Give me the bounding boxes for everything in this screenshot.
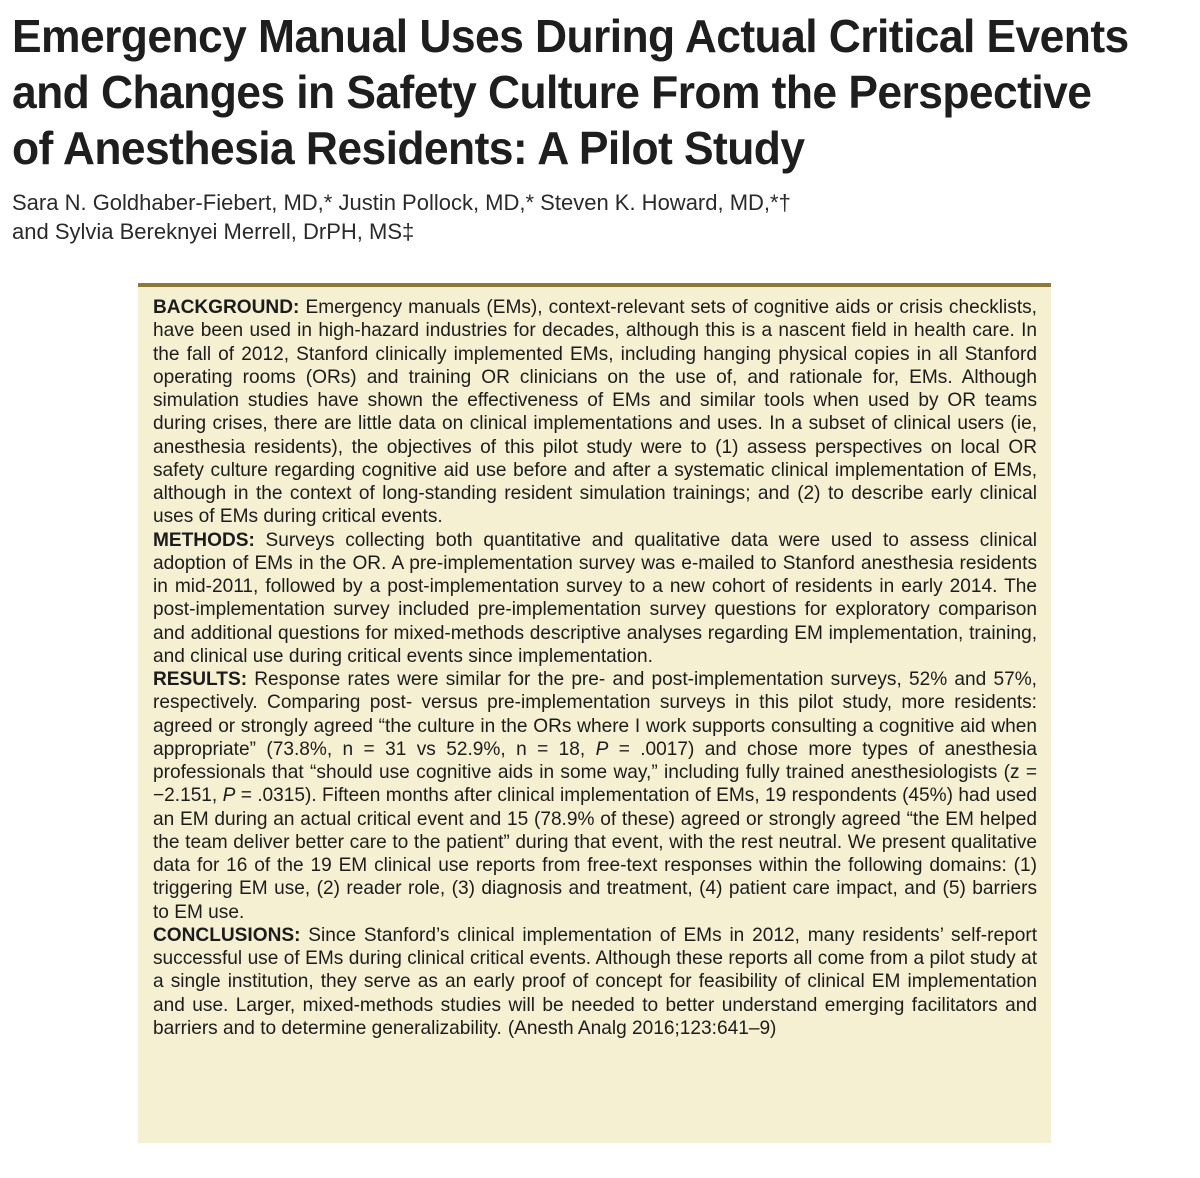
author-line-1: Sara N. Goldhaber-Fiebert, MD,* Justin Pollock, MD,* Steven K. Howard, MD,*†: [12, 190, 791, 215]
abstract-results: [153, 668, 1037, 924]
results-text-1: Response rates were similar for the pre- and post-implementation surveys, 52% and 57%, respectively. Comparing post- versus pre-implementation surveys in this pilot study, more residents: agreed or strongly agreed “the culture in the ORs where I work supports consulting a cognitive aid when appropriate” (73.8%, n = 31 vs 52.9%, n = 18,: [153, 669, 1037, 760]
journal-citation: (Anesth Analg 2016;123:641–9): [507, 1017, 777, 1039]
title-line-1: Emergency Manual Uses During Actual Critical Events: [12, 10, 1129, 62]
methods-heading: METHODS:: [153, 529, 255, 551]
background-heading: BACKGROUND:: [153, 297, 300, 318]
author-line-2: and Sylvia Bereknyei Merrell, DrPH, MS‡: [12, 219, 415, 244]
results-text-3: = .0315). Fifteen months after clinical implementation of EMs, 19 respondents (45%) had used an EM during an actual critical event and 15 (78.9% of these) agreed or strongly agreed “the EM helped the team deliver better care to the patient” during that event, with the rest neutral. We present qualitative data for 16 of the 19 EM clinical use reports from free-text responses within the following domains: (1) triggering EM use, (2) reader role, (3) diagnosis and treatment, (4) patient care impact, and (5) barriers to EM use.: [153, 785, 1037, 923]
p-value-symbol-2: P: [222, 785, 236, 807]
abstract-box: [138, 283, 1051, 1143]
abstract-conclusions: [153, 924, 1037, 1040]
abstract-background: [153, 296, 1037, 529]
results-heading: RESULTS:: [153, 669, 248, 690]
abstract-methods: [153, 529, 1037, 669]
results-text-2: = .0017) and chose more types of anesthesia professionals that “should use cognitive aids in some way,” including fully trained anesthesiologists (z = −2.151,: [153, 738, 1037, 807]
p-value-symbol-1: P: [595, 738, 609, 760]
conclusions-heading: CONCLUSIONS:: [153, 924, 301, 946]
author-list: [12, 188, 1112, 246]
conclusions-text: Since Stanford’s clinical implementation of EMs in 2012, many residents’ self-report successful use of EMs during clinical critical events. Although these reports all come from a pilot study at a single institution, they serve as an early proof of concept for feasibility of clinical EM implementation and use. Larger, mixed-methods studies will be needed to better understand emerging facilitators and barriers and to determine generalizability.: [153, 924, 1037, 1039]
methods-text: Surveys collecting both quantitative and qualitative data were used to assess clinical adoption of EMs in the OR. A pre-implementation survey was e-mailed to Stanford anesthesia residents in mid-2011, followed by a post-implementation survey to a new cohort of residents in early 2014. The post-implementation survey included pre-implementation survey questions for exploratory comparison and additional questions for mixed-methods descriptive analyses regarding EM implementation, training, and clinical use during critical events since implementation.: [153, 529, 1037, 667]
article-title: [12, 8, 1139, 176]
title-line-2: and Changes in Safety Culture From the Perspective: [12, 66, 1092, 118]
background-text: Emergency manuals (EMs), context-relevant sets of cognitive aids or crisis checklists, have been used in high-hazard industries for decades, although this is a nascent field in health care. In the fall of 2012, Stanford clinically implemented EMs, including hanging physical copies in all Stanford operating rooms (ORs) and training OR clinicians on the use of, and rationale for, EMs. Although simulation studies have shown the effectiveness of EMs and similar tools when used by OR teams during crises, there are little data on clinical implementations and uses. In a subset of clinical users (ie, anesthesia residents), the objectives of this pilot study were to (1) assess perspectives on local OR safety culture regarding cognitive aid use before and after a systematic clinical implementation of EMs, although in the context of long-standing resident simulation trainings; and (2) to describe early clinical uses of EMs during critical events.: [153, 297, 1037, 528]
title-line-3: of Anesthesia Residents: A Pilot Study: [12, 122, 805, 174]
